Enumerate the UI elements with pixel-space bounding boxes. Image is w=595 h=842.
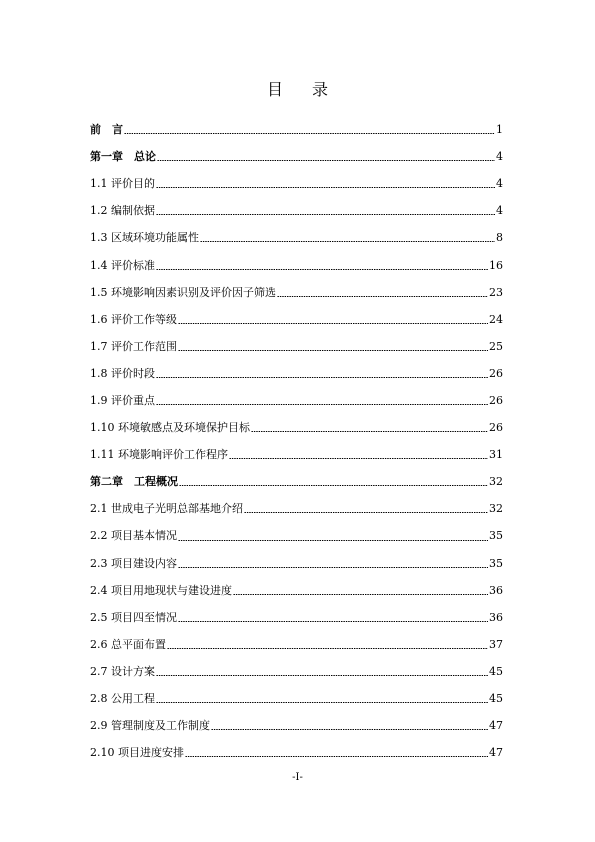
toc-entry[interactable] [90, 658, 503, 685]
page-number: -I- [292, 772, 303, 783]
toc-entry-label: 1.4 评价标准 [90, 258, 155, 272]
table-of-contents [90, 116, 503, 766]
toc-entry-page: 4 [496, 177, 503, 191]
toc-entry-page: 4 [496, 204, 503, 218]
toc-entry-label: 2.1 世成电子光明总部基地介绍 [90, 502, 243, 516]
toc-entry-label: 2.10 项目进度安排 [90, 746, 184, 760]
dot-leader [178, 323, 488, 324]
toc-entry[interactable] [90, 495, 503, 522]
dot-leader [179, 485, 488, 486]
toc-entry-page: 26 [489, 393, 503, 407]
toc-entry[interactable] [90, 577, 503, 604]
toc-entry[interactable] [90, 251, 503, 278]
toc-entry-page: 47 [489, 746, 503, 760]
toc-entry-page: 1 [496, 123, 503, 137]
toc-entry-label: 1.7 评价工作范围 [90, 339, 177, 353]
toc-entry[interactable] [90, 116, 503, 143]
dot-leader [157, 160, 495, 161]
toc-entry-page: 25 [489, 339, 503, 353]
dot-leader [185, 756, 488, 757]
toc-entry-label: 2.3 项目建设内容 [90, 556, 177, 570]
toc-entry[interactable] [90, 387, 503, 414]
toc-entry-label: 2.2 项目基本情况 [90, 529, 177, 543]
toc-entry-page: 32 [489, 475, 503, 489]
toc-entry-label: 1.3 区域环境功能属性 [90, 231, 199, 245]
toc-entry-page: 45 [489, 692, 503, 706]
toc-entry[interactable] [90, 739, 503, 766]
toc-entry[interactable] [90, 224, 503, 251]
toc-entry-page: 37 [489, 637, 503, 651]
dot-leader [156, 377, 488, 378]
toc-entry-label: 1.11 环境影响评价工作程序 [90, 448, 228, 462]
toc-entry-page: 45 [489, 664, 503, 678]
toc-entry-page: 35 [489, 556, 503, 570]
dot-leader [156, 675, 488, 676]
toc-entry[interactable] [90, 143, 503, 170]
toc-entry-page: 35 [489, 529, 503, 543]
toc-entry-page: 24 [489, 312, 503, 326]
toc-entry-label: 2.8 公用工程 [90, 692, 155, 706]
toc-entry[interactable] [90, 631, 503, 658]
toc-entry-label: 2.6 总平面布置 [90, 637, 166, 651]
toc-entry-label: 2.9 管理制度及工作制度 [90, 719, 210, 733]
toc-entry[interactable] [90, 441, 503, 468]
toc-entry-label: 2.7 设计方案 [90, 664, 155, 678]
toc-entry[interactable] [90, 550, 503, 577]
toc-entry-page: 47 [489, 719, 503, 733]
toc-entry-page: 16 [489, 258, 503, 272]
toc-entry-page: 4 [496, 150, 503, 164]
toc-entry-label: 第二章 工程概况 [90, 475, 178, 489]
toc-entry[interactable] [90, 414, 503, 441]
dot-leader [156, 214, 495, 215]
toc-entry[interactable] [90, 170, 503, 197]
toc-entry-label: 1.6 评价工作等级 [90, 312, 177, 326]
dot-leader [229, 458, 488, 459]
toc-entry-label: 1.2 编制依据 [90, 204, 155, 218]
toc-entry-page: 36 [489, 610, 503, 624]
toc-entry-label: 2.4 项目用地现状与建设进度 [90, 583, 232, 597]
page-title: 目 录 [266, 80, 341, 99]
toc-entry-label: 1.5 环境影响因素识别及评价因子筛选 [90, 285, 276, 299]
dot-leader [244, 512, 488, 513]
dot-leader [178, 621, 488, 622]
toc-entry-page: 36 [489, 583, 503, 597]
toc-entry-page: 32 [489, 502, 503, 516]
toc-entry-label: 1.10 环境敏感点及环境保护目标 [90, 421, 250, 435]
toc-entry[interactable] [90, 604, 503, 631]
dot-leader [233, 594, 488, 595]
toc-entry[interactable] [90, 306, 503, 333]
toc-entry-label: 2.5 项目四至情况 [90, 610, 177, 624]
toc-entry-label: 1.1 评价目的 [90, 177, 155, 191]
toc-entry[interactable] [90, 360, 503, 387]
toc-entry-page: 8 [496, 231, 503, 245]
dot-leader [178, 540, 488, 541]
toc-entry[interactable] [90, 468, 503, 495]
dot-leader [156, 702, 488, 703]
toc-entry[interactable] [90, 685, 503, 712]
toc-entry-page: 31 [489, 448, 503, 462]
dot-leader [124, 133, 495, 134]
toc-entry[interactable] [90, 522, 503, 549]
toc-entry[interactable] [90, 279, 503, 306]
toc-entry[interactable] [90, 197, 503, 224]
toc-entry-page: 26 [489, 421, 503, 435]
toc-entry-label: 第一章 总论 [90, 150, 156, 164]
dot-leader [156, 404, 488, 405]
dot-leader [156, 269, 488, 270]
toc-entry[interactable] [90, 712, 503, 739]
dot-leader [167, 648, 488, 649]
dot-leader [156, 187, 495, 188]
dot-leader [277, 296, 488, 297]
toc-entry-label: 前 言 [90, 123, 123, 137]
dot-leader [178, 567, 488, 568]
dot-leader [178, 350, 488, 351]
toc-entry[interactable] [90, 333, 503, 360]
toc-entry-label: 1.8 评价时段 [90, 366, 155, 380]
dot-leader [211, 729, 488, 730]
toc-entry-label: 1.9 评价重点 [90, 393, 155, 407]
toc-entry-page: 26 [489, 366, 503, 380]
dot-leader [251, 431, 488, 432]
toc-entry-page: 23 [489, 285, 503, 299]
dot-leader [200, 241, 495, 242]
